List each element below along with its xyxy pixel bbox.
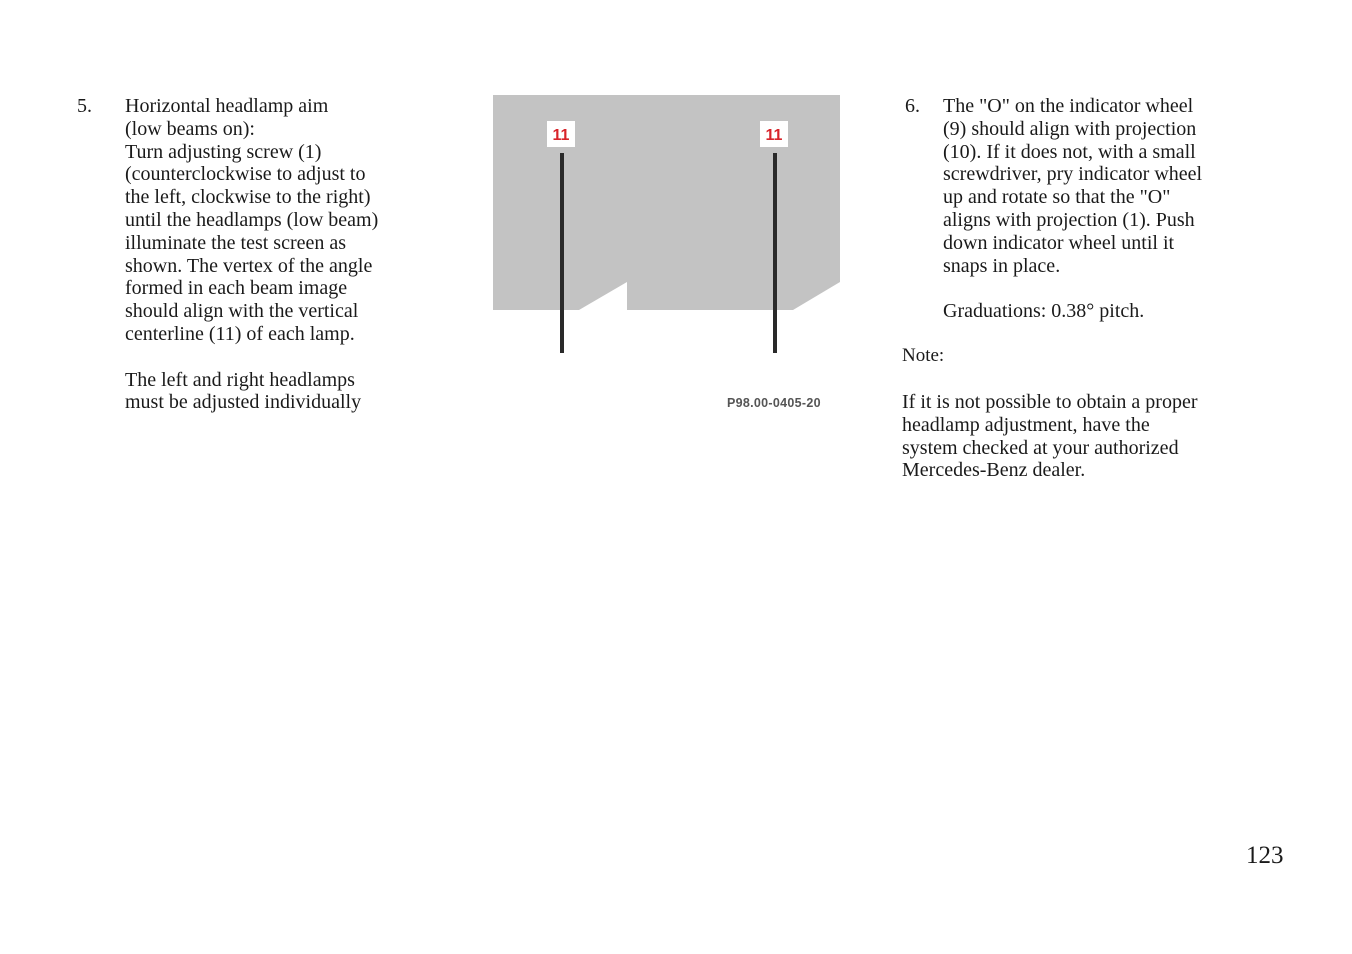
text-line: screwdriver, pry indicator wheel bbox=[943, 163, 1203, 186]
step-number: 5. bbox=[77, 95, 92, 117]
text-line: headlamp adjustment, have the bbox=[902, 413, 1150, 436]
text-line: shown. The vertex of the angle bbox=[125, 254, 373, 277]
text-line: must be adjusted individually bbox=[125, 391, 362, 414]
text-line: aligns with projection (1). Push bbox=[943, 208, 1195, 231]
text-line: snaps in place. bbox=[943, 254, 1061, 277]
text-line: (9) should align with projection bbox=[943, 117, 1197, 140]
headlamp-test-screen-figure bbox=[493, 95, 841, 357]
step-6-text bbox=[943, 95, 1202, 277]
text-line: (counterclockwise to adjust to bbox=[125, 163, 366, 186]
text-line: illuminate the test screen as bbox=[125, 231, 347, 254]
figure-code: P98.00-0405-20 bbox=[727, 396, 821, 410]
text-line: formed in each beam image bbox=[125, 277, 348, 300]
text-line: The left and right headlamps bbox=[125, 368, 355, 391]
text-line: centerline (11) of each lamp. bbox=[125, 322, 355, 345]
text-line: down indicator wheel until it bbox=[943, 231, 1175, 254]
text-line: up and rotate so that the "O" bbox=[943, 186, 1171, 209]
text-line: The "O" on the indicator wheel bbox=[943, 95, 1194, 117]
centerline-label-left: 11 bbox=[552, 127, 570, 144]
step-5 bbox=[77, 95, 457, 425]
page-number: 123 bbox=[1246, 842, 1284, 869]
text-line: (low beams on): bbox=[125, 117, 255, 140]
text-line: system checked at your authorized bbox=[902, 436, 1179, 459]
step-5-text bbox=[125, 95, 378, 414]
text-line: until the headlamps (low beam) bbox=[125, 208, 379, 231]
graduations-text: Graduations: 0.38° pitch. bbox=[943, 300, 1145, 322]
text-line: Turn adjusting screw (1) bbox=[125, 140, 322, 163]
text-line: If it is not possible to obtain a proper bbox=[902, 391, 1198, 413]
text-line: (10). If it does not, with a small bbox=[943, 140, 1196, 163]
text-line: Mercedes-Benz dealer. bbox=[902, 459, 1086, 482]
text-line: should align with the vertical bbox=[125, 300, 359, 323]
text-line: the left, clockwise to the right) bbox=[125, 186, 371, 209]
text-line: Horizontal headlamp aim bbox=[125, 95, 329, 117]
note-label: Note: bbox=[902, 345, 945, 366]
step-number: 6. bbox=[905, 95, 920, 117]
step-6 bbox=[902, 95, 1322, 495]
note-text bbox=[902, 391, 1198, 482]
centerline-label-right: 11 bbox=[765, 127, 783, 144]
